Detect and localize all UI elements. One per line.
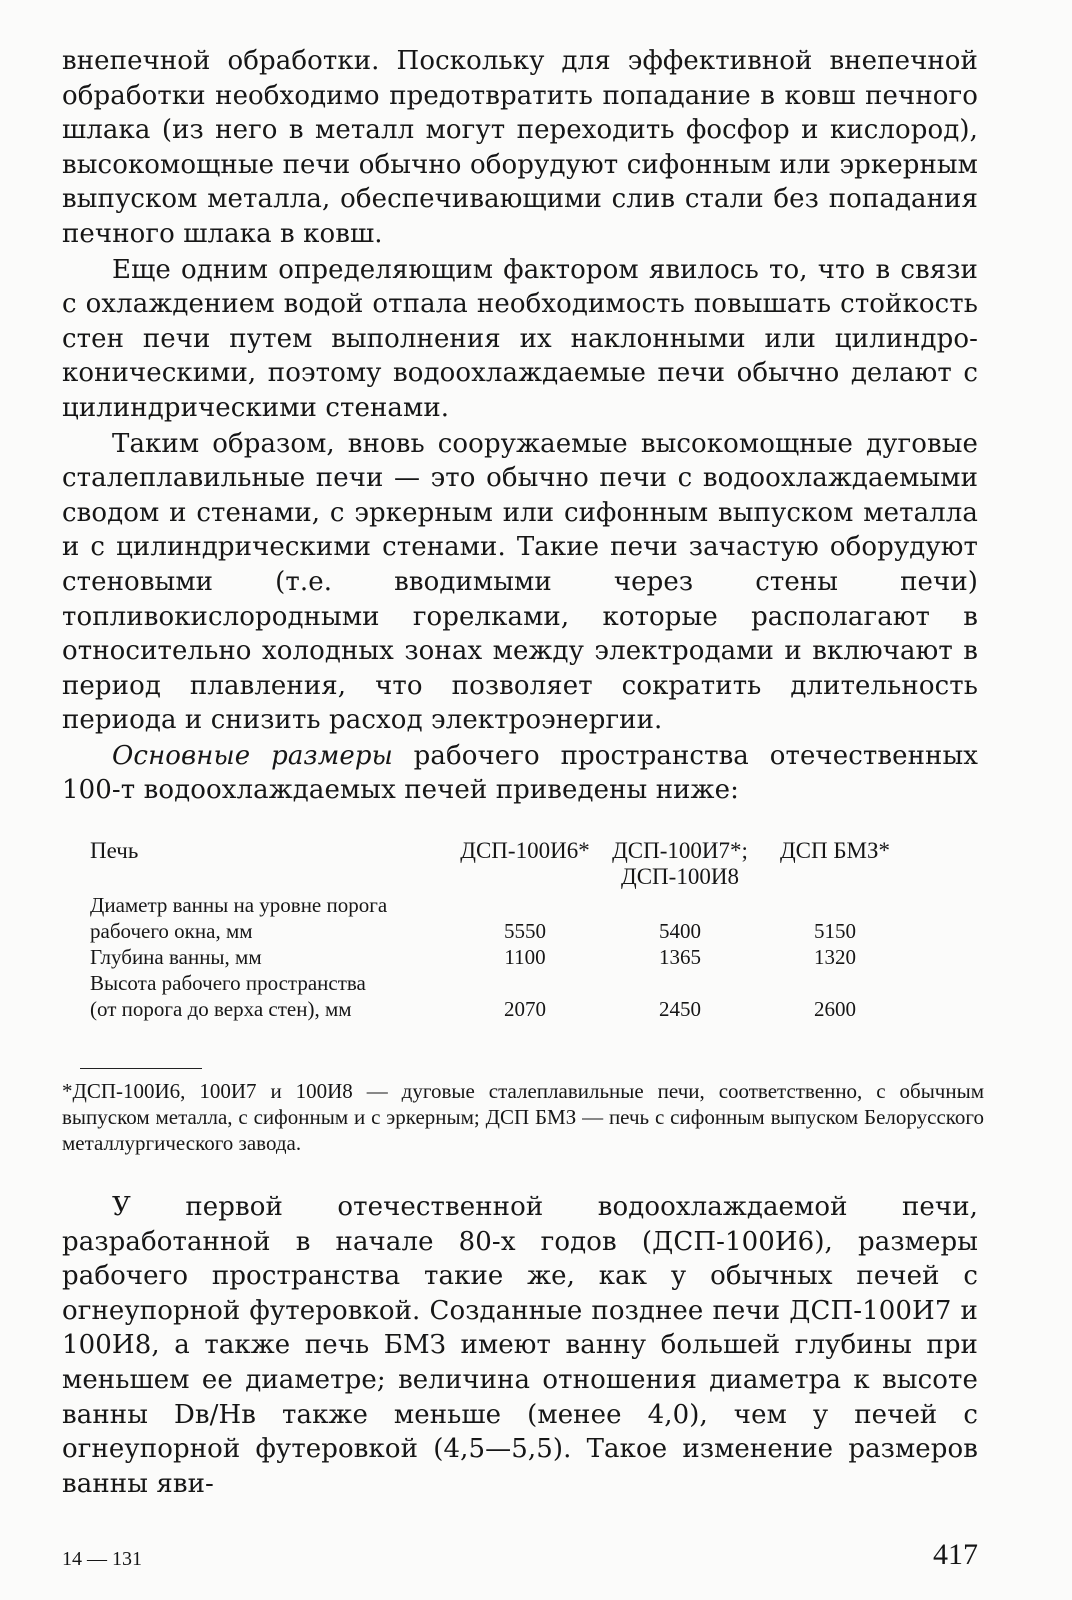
header-col2-line2: ДСП-100И8 (621, 864, 739, 889)
row-value-1: 1100 (504, 945, 546, 969)
table-header (90, 838, 920, 890)
footnote-divider (80, 1068, 202, 1069)
row-value-2: 5400 (659, 919, 701, 943)
table-row (90, 944, 920, 970)
header-col2-line1: ДСП-100И7*; (612, 838, 748, 863)
dimensions-table (90, 838, 920, 1022)
main-text-continued (62, 1190, 978, 1502)
row-label: Высота рабочего пространства (от порога до верха стен), мм (90, 971, 366, 1021)
header-col2 (600, 838, 760, 890)
paragraph-2: Еще одним определяющим фактором явилось то, что в связи с охлаждением водой отпала необходимость повышать стойкость стен печи путем выполнения их наклонными или цилиндро-коническими, поэтому водоохлаждаемые печи обычно делают с цилиндрическими стенами. (62, 254, 978, 423)
table-row (90, 892, 920, 944)
row-value-3: 2600 (814, 997, 856, 1021)
row-value-2: 2450 (659, 997, 701, 1021)
intro-rest: рабочего пространства отечественных 100-т водоохлаждаемых печей приведены ниже: (62, 740, 978, 806)
intro-italic: Основные размеры (112, 740, 393, 771)
row-label: Глубина ванны, мм (90, 945, 262, 969)
row-value-3: 1320 (814, 945, 856, 969)
paragraph-intro (62, 739, 978, 808)
signature-mark: 14 — 131 (62, 1548, 142, 1570)
header-col3: ДСП БМЗ* (779, 838, 891, 863)
paragraph-3: Таким образом, вновь сооружаемые высокомощные дуговые сталеплавильные печи — это обычно печи с водоохлаждаемыми сводом и стенами, с эркерным или сифонным выпуском металла и с цилиндрическими стенами. Такие печи зачастую оборудуют стеновыми (т.е. вводимыми через стены печи) топливокислородными горелками, которые располагают в относительно холодных зонах между электродами и включают в период плавления, что позволяет сократить длительность периода и снизить расход электроэнергии. (62, 428, 978, 736)
row-value-3: 5150 (814, 919, 856, 943)
row-value-1: 5550 (504, 919, 546, 943)
paragraph-bottom: У первой отечественной водоохлаждаемой печи, разработанной в начале 80-х годов (ДСП-100И6), размеры рабочего пространства такие же, как у обычных печей с огнеупорной футеровкой. Созданные позднее печи ДСП-100И7 и 100И8, а также печь БМЗ имеют ванну большей глубины при меньшем ее диаметре; величина отношения диаметра к высоте ванны Dв/Hв также меньше (менее 4,0), чем у печей с огнеупорной футеровкой (4,5—5,5). Такое изменение размеров ванны яви- (62, 1192, 978, 1499)
footnote: *ДСП-100И6, 100И7 и 100И8 — дуговые сталеплавильные печи, соответственно, с обычным выпуском металла, с сифонным и с эркерным; ДСП БМЗ — печь с сифонным выпуском Белорусского металлургического завода. (62, 1079, 984, 1155)
row-value-2: 1365 (659, 945, 701, 969)
paragraph-1: внепечной обработки. Поскольку для эффективной внепечной обработки необходимо предотвратить попадание в ковш печного шлака (из него в металл могут переходить фосфор и кислород), высокомощные печи обычно оборудуют сифонным или эркерным выпуском металла, обеспечивающими слив стали без попадания печного шлака в ковш. (62, 46, 978, 249)
page-number: 417 (933, 1538, 978, 1571)
header-col1: ДСП-100И6* (460, 838, 590, 863)
header-label: Печь (90, 838, 139, 863)
row-value-1: 2070 (504, 997, 546, 1021)
main-text (62, 44, 978, 809)
row-label: Диаметр ванны на уровне порога рабочего окна, мм (90, 893, 388, 943)
table-row (90, 970, 920, 1022)
